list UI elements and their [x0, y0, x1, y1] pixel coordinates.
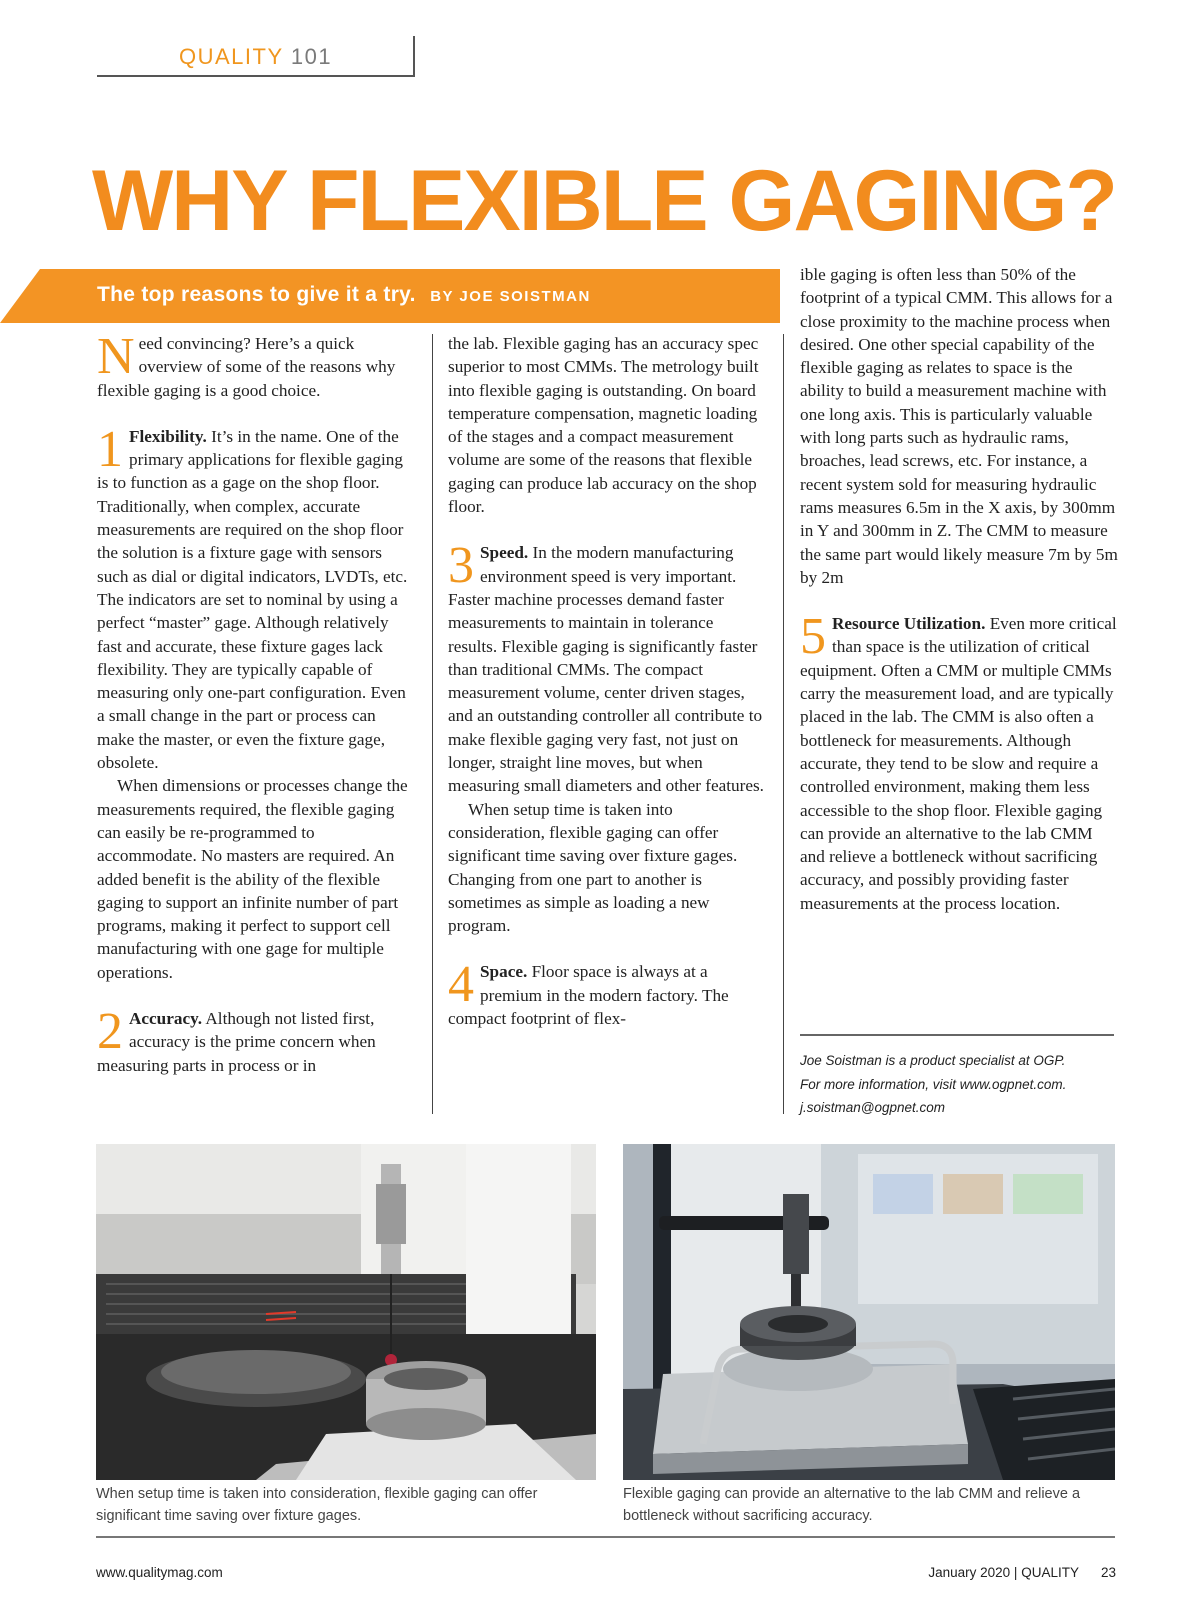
flexibility-paragraph-2: When dimensions or processes change the measurements required, the flexible gaging can easily be re-programmed to accommodate. No masters are required. An added benefit is the ability of the flexible gaging to support an infinite number of part programs, making it perfect to support cell manufacturing with one gage for multiple operations. [97, 776, 408, 982]
bio-line-3: j.soistman@ogpnet.com [800, 1100, 946, 1115]
footer-issue-text: January 2020 | QUALITY [928, 1565, 1079, 1580]
section-label [179, 44, 332, 70]
column-rule-1 [432, 334, 433, 1114]
article-column-3 [800, 263, 1118, 915]
section-number-2: 2 [97, 1003, 123, 1061]
bio-line-1: Joe Soistman is a product specialist at OGP. [800, 1053, 1066, 1068]
section-header [97, 36, 415, 77]
photo-probe-measuring-part [96, 1144, 596, 1480]
section-number-1: 1 [97, 420, 123, 478]
section-number-4: 4 [448, 956, 474, 1014]
section-heading-flexibility: Flexibility. [129, 426, 207, 446]
section-heading-space: Space. [480, 962, 528, 982]
article-column-2 [448, 332, 766, 1030]
intro-text: eed convincing? Here’s a quick overview of some of the reasons why flexible gaging is a good choice. [97, 334, 396, 400]
section-number-3: 3 [448, 537, 474, 595]
photo-caption-1: When setup time is taken into consideration, flexible gaging can offer significant time saving over fixture gages. [96, 1486, 538, 1524]
page-number: 23 [1100, 1565, 1116, 1580]
space-continued: ible gaging is often less than 50% of the footprint of a typical CMM. This allows for a close proximity to the machine process when desired. One other special capability of the flexible gaging as relates to space is the ability to build a measurement machine with one long axis. This is particularly valuable with long parts such as hydraulic rams, broaches, lead screws, etc. For instance, a recent system sold for measuring hydraulic rams measures 6.5m in the X axis, by 300mm in Y and 300mm in Z. The CMM to measure the same part would likely measure 7m by 5m by 2m [800, 265, 1118, 587]
section-text-space: Floor space is always at a premium in the modern factory. The compact footprint of flex- [448, 962, 729, 1029]
speed-paragraph-2: When setup time is taken into consideration, flexible gaging can offer significant time saving over fixture gages. Changing from one part to another is sometimes as simple as loading a new program. [448, 799, 738, 936]
photo-gear-illustration [623, 1144, 1115, 1480]
section-text-flexibility: It’s in the name. One of the primary applications for flexible gaging is to function as a gage on the shop floor. Traditionally, when complex, accurate measurements are required on the shop floor the solution is a fixture gage with sensors such as dial or digital indicators, LVDTs, etc. The indicators are set to nominal by using a perfect “master” gage. Although relatively fast and accurate, these fixture gages lack flexibility. They are typically capable of measuring only one-part configuration. Even a small change in the part or process can make the master, or even the fixture gage, obsolete. [97, 426, 408, 773]
section-text-accuracy: Although not listed first, accuracy is the prime concern when measuring parts in process or in [97, 1009, 376, 1075]
section-accuracy [97, 1003, 415, 1077]
photo-caption-2: Flexible gaging can provide an alternative to the lab CMM and relieve a bottleneck without sacrificing accuracy. [623, 1486, 1081, 1524]
section-heading-resource-utilization: Resource Utilization. [832, 614, 986, 634]
intro-dropcap: N [97, 328, 135, 385]
section-label-quality: QUALITY [179, 44, 284, 69]
accuracy-continued: the lab. Flexible gaging has an accuracy spec superior to most CMMs. The metrology built into flexible gaging is outstanding. On board temperature compensation, magnetic loading of the stages and a compact measurement volume are some of the reasons that flexible gaging can produce lab accuracy on the shop floor. [448, 334, 759, 517]
author-bio [800, 1049, 1118, 1120]
photo-probe-illustration [96, 1144, 596, 1480]
byline: BY JOE SOISTMAN [430, 288, 591, 305]
footer-website: www.qualitymag.com [96, 1565, 223, 1580]
footer-rule [96, 1536, 1115, 1538]
footer-issue [928, 1565, 1116, 1580]
section-heading-accuracy: Accuracy. [129, 1009, 203, 1029]
bio-line-2: For more information, visit www.ogpnet.com. [800, 1076, 1067, 1092]
section-number-5: 5 [800, 608, 826, 666]
deck [97, 283, 591, 307]
intro-paragraph [97, 328, 415, 402]
photo-gear-on-stage [623, 1144, 1115, 1480]
section-heading-speed: Speed. [480, 543, 529, 563]
bio-rule [800, 1034, 1114, 1036]
article-column-1 [97, 328, 415, 1077]
section-speed [448, 537, 766, 797]
section-text-resource-utilization: Even more critical than space is the utilization of critical equipment. Often a CMM or multiple CMMs carry the measurement load, and are typically placed in the lab. The CMM is also often a bottleneck for measurements. Although accurate, they tend to be slow and require a controlled environment, making them less accessible to the shop floor. Flexible gaging can provide an alternative to the lab CMM and relieve a bottleneck without sacrificing accuracy, and possibly providing faster measurements at the process location. [800, 614, 1117, 913]
section-text-speed: In the modern manufacturing environment speed is very important. Faster machine processes demand faster measurements to maintain in tolerance results. Flexible gaging is significantly faster than traditional CMMs. The compact measurement volume, center driven stages, and an outstanding controller all contribute to make flexible gaging very fast, not just on longer, straight line moves, but when measuring small diameters and other features. [448, 543, 764, 796]
deck-subtitle: The top reasons to give it a try. [97, 283, 416, 306]
section-flexibility [97, 420, 415, 774]
section-label-number: 101 [290, 44, 333, 69]
column-rule-2 [783, 334, 784, 1114]
section-resource-utilization [800, 608, 1118, 915]
page-title: WHY FLEXIBLE GAGING? [92, 153, 1116, 249]
section-space [448, 956, 766, 1030]
